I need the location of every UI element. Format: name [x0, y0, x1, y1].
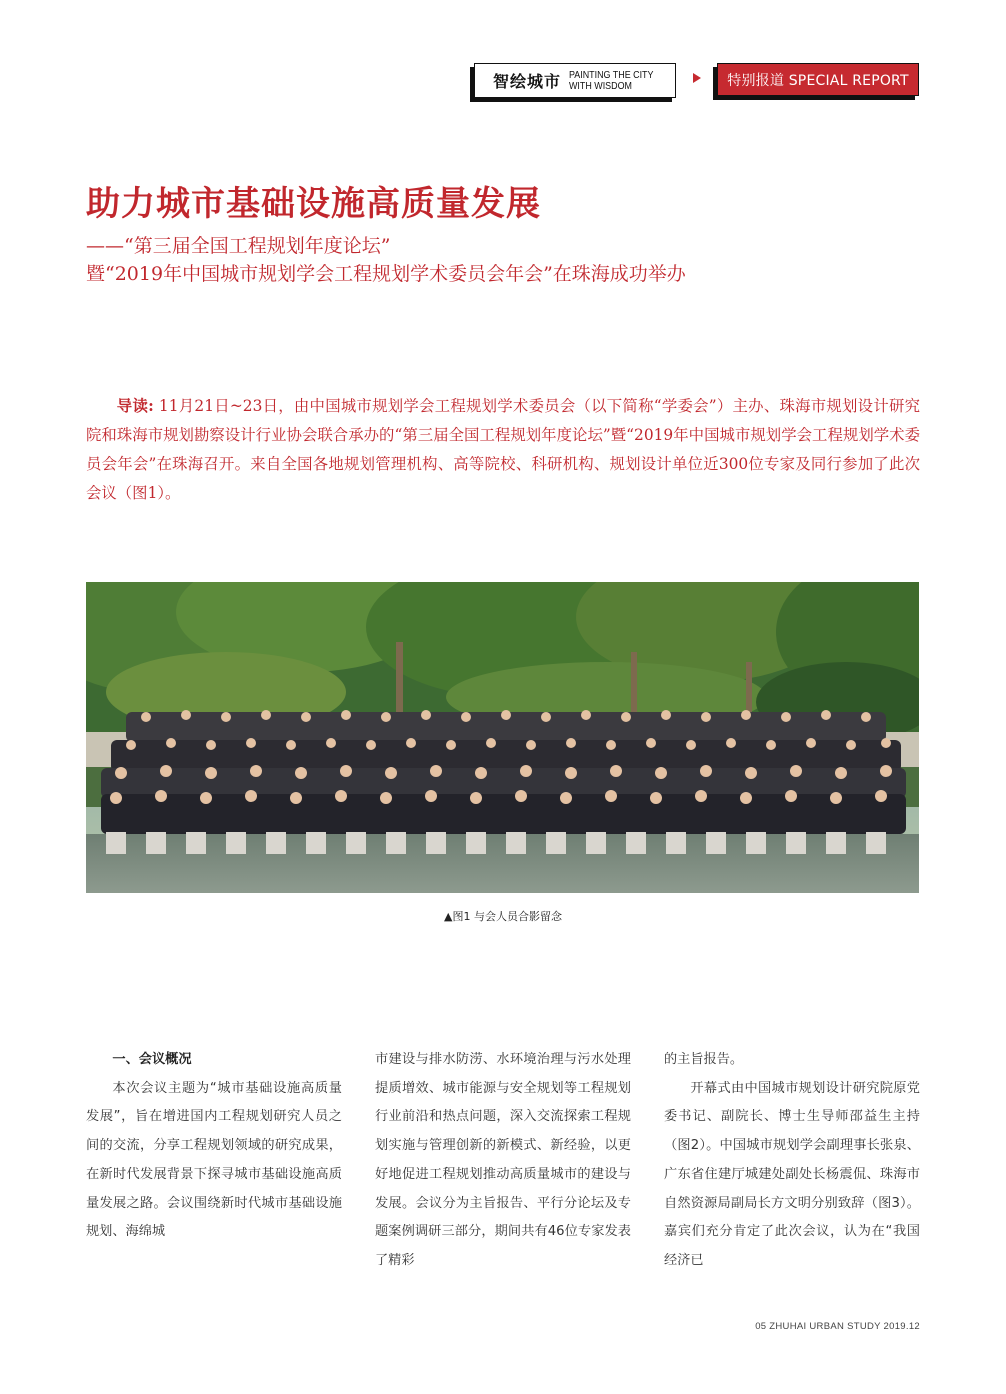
intro-lead: 导读: [116, 397, 154, 415]
column-name-cn: 智绘城市 [493, 72, 562, 91]
page-footer: 05 ZHUHAI URBAN STUDY 2019.12 [755, 1321, 920, 1332]
group-photo [86, 582, 919, 893]
body-column-2 [375, 1046, 631, 1276]
body-column-1 [86, 1046, 342, 1247]
body-paragraph-1-continued: 市建设与排水防涝、水环境治理与污水处理提质增效、城市能源与安全规划等工程规划行业前沿和热点问题，深入交流探索工程规划实施与管理创新的新模式、新经验，以更好地促进工程规划推动高质量城市的建设与发展。会议分为主旨报告、平行分论坛及专题案例调研三部分，期间共有46位专家发表了精彩 [375, 1052, 631, 1268]
intro-text: 11月21日~23日，由中国城市规划学会工程规划学术委员会（以下简称“学委会”）主办、珠海市规划设计研究院和珠海市规划勘察设计行业协会联合承办的“第三届全国工程规划年度论坛”暨“2019年中国城市规划学会工程规划学术委员会年会”在珠海召开。来自全国各地规划管理机构、高等院校、科研机构、规划设计单位近300位专家及同行参加了此次会议（图1）。 [86, 397, 921, 502]
body-paragraph-2: 开幕式由中国城市规划设计研究院原党委书记、副院长、博士生导师邵益生主持（图2）。中国城市规划学会副理事长张泉、广东省住建厅城建处副处长杨震侃、珠海市自然资源局副局长方文明分别致辞（图3）。嘉宾们充分肯定了此次会议，认为在“我国经济已 [664, 1080, 920, 1268]
column-badge [474, 63, 676, 98]
column-name-en [569, 70, 653, 92]
group-photo-illustration [86, 582, 919, 893]
intro-paragraph [86, 392, 920, 508]
body-paragraph-1: 本次会议主题为“城市基础设施高质量发展”，旨在增进国内工程规划研究人员之间的交流，分享工程规划领域的研究成果，在新时代发展背景下探寻城市基础设施高质量发展之路。会议围绕新时代城市基础设施规划、海绵城 [86, 1080, 342, 1240]
triangle-arrow-icon [693, 73, 701, 83]
body-paragraph-1-end: 的主旨报告。 [664, 1052, 744, 1067]
figure-caption: ▲图1 与会人员合影留念 [444, 910, 562, 923]
body-column-3 [664, 1046, 920, 1276]
column-name-en-line1: PAINTING THE CITY [569, 68, 654, 81]
column-name-en-line2: WITH WISDOM [569, 79, 632, 92]
article-title: 助力城市基础设施高质量发展 [86, 184, 541, 224]
article-subtitle-line1: ——“第三届全国工程规划年度论坛” [86, 235, 391, 257]
section-heading: 一、会议概况 [112, 1052, 192, 1067]
article-subtitle-line2: 暨“2019年中国城市规划学会工程规划学术委员会年会”在珠海成功举办 [86, 263, 686, 285]
section-label: 特别报道 SPECIAL REPORT [717, 63, 919, 96]
